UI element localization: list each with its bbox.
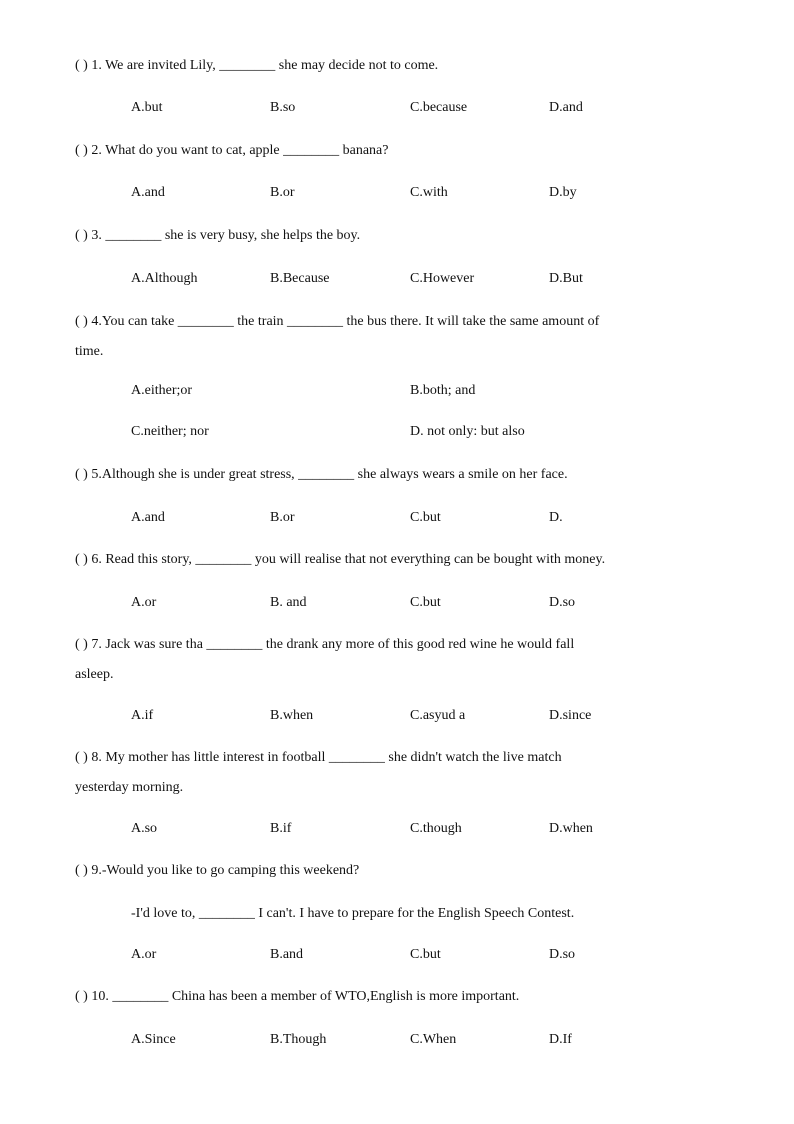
option-c: C.but [410, 510, 441, 525]
option-d: D.and [549, 100, 583, 115]
option-c: C.neither; nor [131, 424, 209, 439]
option-c: C.though [410, 821, 462, 836]
question-9-response: -I'd love to, ________ I can't. I have to prepare for the English Speech Contest. [131, 906, 575, 921]
question-7-continuation: asleep. [75, 667, 114, 682]
option-d: D.by [549, 185, 577, 200]
option-a: A.or [131, 595, 157, 610]
answer-blank: ( ) [75, 228, 88, 243]
option-d: D.so [549, 947, 576, 962]
option-b: B.or [270, 185, 295, 200]
option-b: B.Because [270, 271, 330, 286]
option-b: B. and [270, 595, 307, 610]
option-b: B.both; and [410, 383, 476, 398]
option-a: A.if [131, 708, 154, 723]
option-b: B.so [270, 100, 296, 115]
option-b: B.or [270, 510, 295, 525]
option-d: D.when [549, 821, 593, 836]
option-b: B.when [270, 708, 314, 723]
option-d: D.If [549, 1032, 572, 1047]
question-4-continuation: time. [75, 344, 104, 359]
answer-blank: ( ) [75, 989, 88, 1004]
question-text: 1. We are invited Lily, ________ she may decide not to come. [91, 58, 439, 73]
question-text: 4.You can take ________ the train ________ the bus there. It will take the same amount of [91, 314, 600, 329]
answer-blank: ( ) [75, 863, 88, 878]
option-c: C.with [410, 185, 448, 200]
option-b: B.Though [270, 1032, 327, 1047]
option-c: C.asyud a [410, 708, 466, 723]
option-a: A.and [131, 510, 165, 525]
question-text: 3. ________ she is very busy, she helps the boy. [91, 228, 361, 243]
option-d: D. not only: but also [410, 424, 525, 439]
option-a: A.Although [131, 271, 198, 286]
option-a: A.either;or [131, 383, 193, 398]
answer-blank: ( ) [75, 467, 88, 482]
question-3 [75, 227, 717, 245]
option-d: D.But [549, 271, 583, 286]
question-6 [75, 551, 717, 569]
option-a: A.and [131, 185, 165, 200]
question-text: 6. Read this story, ________ you will realise that not everything can be bought with money. [91, 552, 606, 567]
question-text: 5.Although she is under great stress, ________ she always wears a smile on her face. [91, 467, 568, 482]
question-text: 2. What do you want to cat, apple ________ banana? [91, 143, 389, 158]
option-d: D. [549, 510, 563, 525]
question-5 [75, 466, 717, 484]
option-b: B.and [270, 947, 304, 962]
option-d: D.since [549, 708, 592, 723]
option-c: C.but [410, 947, 441, 962]
question-2 [75, 142, 717, 160]
question-8 [75, 749, 717, 767]
answer-blank: ( ) [75, 552, 88, 567]
question-text: 10. ________ China has been a member of WTO,English is more important. [91, 989, 520, 1004]
question-text: 7. Jack was sure tha ________ the drank any more of this good red wine he would fall [91, 637, 575, 652]
option-c: C.but [410, 595, 441, 610]
option-d: D.so [549, 595, 576, 610]
option-b: B.if [270, 821, 292, 836]
option-a: A.Since [131, 1032, 176, 1047]
option-a: A.so [131, 821, 158, 836]
question-text: 8. My mother has little interest in football ________ she didn't watch the live match [91, 750, 562, 765]
question-1 [75, 57, 717, 75]
answer-blank: ( ) [75, 314, 88, 329]
answer-blank: ( ) [75, 750, 88, 765]
answer-blank: ( ) [75, 637, 88, 652]
question-8-continuation: yesterday morning. [75, 780, 184, 795]
option-a: A.or [131, 947, 157, 962]
question-7 [75, 636, 717, 654]
question-9 [75, 862, 717, 880]
option-c: C.because [410, 100, 468, 115]
question-10 [75, 988, 717, 1006]
answer-blank: ( ) [75, 58, 88, 73]
question-4 [75, 313, 717, 331]
question-text: 9.-Would you like to go camping this weekend? [91, 863, 360, 878]
option-a: A.but [131, 100, 163, 115]
answer-blank: ( ) [75, 143, 88, 158]
option-c: C.However [410, 271, 475, 286]
option-c: C.When [410, 1032, 457, 1047]
